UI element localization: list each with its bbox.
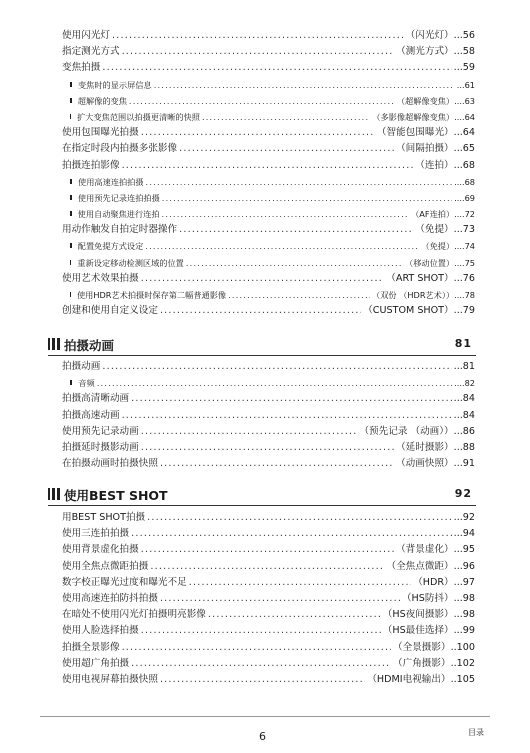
toc-entry[interactable] (62, 559, 475, 575)
bullet-icon (70, 380, 72, 385)
toc-subentry[interactable] (62, 375, 475, 391)
toc-subentry[interactable] (62, 109, 475, 125)
toc-entry[interactable] (62, 575, 475, 591)
toc-entry-page: （HS夜间摄影）...98 (382, 609, 475, 621)
bullet-icon (70, 243, 72, 248)
toc-entry-title: 超解像的变焦 (77, 95, 127, 106)
toc-entry-page: （双份 （HDR艺术））....78 (372, 290, 475, 300)
toc-entry-page: （全景摄影）..100 (393, 641, 475, 653)
toc-entry-page: （延时摄影）...88 (396, 441, 475, 453)
toc-entry[interactable] (62, 672, 475, 688)
toc-entry-page: ....69 (454, 192, 475, 203)
leader-dots (141, 271, 385, 287)
bullet-icon (70, 82, 72, 87)
toc-entry-title: 创建和使用自定义设定 (62, 305, 158, 317)
toc-entry-title: 使用艺术效果拍摄 (62, 272, 139, 284)
toc-entry-title: 用动作触发自拍定时器操作 (62, 224, 178, 236)
toc-entry-title: 变焦拍摄 (62, 62, 101, 74)
toc-entry-title: 使用闪光灯 (62, 30, 110, 41)
section-page: 92 (454, 487, 472, 500)
toc-entry-page: （连拍）...68 (415, 159, 475, 171)
toc-entry-title: 在暗处不使用闪光灯拍摄明亮影像 (62, 609, 206, 621)
page-number: 6 (259, 730, 266, 743)
leader-dots (160, 303, 361, 319)
leader-dots (202, 109, 370, 125)
toc-entry[interactable] (62, 424, 475, 440)
toc-entry-page: （预先记录 （动画））...86 (359, 425, 475, 437)
toc-entry[interactable] (62, 158, 475, 174)
toc-entry-page: （闪光灯）...56 (405, 30, 475, 41)
toc-entry-page: （HS防抖）...98 (401, 592, 475, 604)
toc-entry-page: （HS最佳选择）...99 (382, 625, 475, 637)
toc-entry-page: （HDR）...97 (413, 576, 475, 588)
toc-entry-title: 使用全焦点微距拍摄 (62, 560, 149, 572)
toc-entry-page: （超解像变焦）....63 (396, 95, 475, 106)
section-marker-icon (48, 338, 60, 350)
section-title: 使用BEST SHOT (64, 488, 168, 503)
toc-entry-title: 使用背景虚化拍摄 (62, 544, 139, 556)
toc-subentry[interactable] (62, 255, 475, 271)
toc-entry-page: ....68 (454, 176, 475, 187)
leader-dots (228, 287, 370, 303)
toc-entry[interactable] (62, 359, 475, 375)
toc-entry-title: 使用HDR艺术拍摄时保存第二幅普通影像 (76, 290, 227, 300)
bullet-icon (70, 260, 71, 265)
leader-dots (145, 238, 419, 254)
toc-entry[interactable] (62, 271, 475, 287)
toc-entry-title: 使用电视屏幕拍摄快照 (62, 673, 158, 685)
toc-entry[interactable] (62, 28, 475, 44)
toc-entry-page: （背景虚化）...95 (396, 544, 475, 556)
toc-entry-title: 使用人脸选择拍摄 (62, 625, 139, 637)
toc-entry-page: ...84 (453, 393, 475, 405)
toc-entry[interactable] (62, 607, 475, 623)
toc-entry-title: 使用预先记录动画 (62, 425, 139, 437)
toc-entry-page: ...59 (453, 62, 475, 74)
toc-entry-page: （ART SHOT）...76 (386, 272, 475, 284)
toc-entry-page: （移动位置）....75 (405, 257, 475, 268)
leader-dots (102, 359, 451, 375)
bullet-icon (70, 179, 72, 184)
toc-entry-title: 在指定时段内拍摄多张影像 (62, 143, 178, 155)
toc-entry-title: 使用三连拍拍摄 (62, 528, 130, 540)
toc-entry-title: 使用超广角拍摄 (62, 657, 130, 669)
toc-entry-page: ....82 (454, 378, 475, 389)
bullet-icon (70, 195, 72, 200)
leader-dots (131, 391, 451, 407)
section-heading-bestshot (48, 485, 476, 506)
toc-subentry[interactable] (62, 93, 475, 109)
toc-entry-title: 使用包围曝光拍摄 (62, 127, 139, 139)
toc-entry-title: 指定测光方式 (62, 46, 120, 58)
toc-entry[interactable] (62, 510, 475, 526)
section-marker-icon (48, 488, 60, 500)
toc-entry[interactable] (62, 640, 475, 656)
section-title: 拍摄动画 (64, 338, 115, 353)
leader-dots (102, 60, 451, 76)
toc-entry-title: 在拍摄动画时拍摄快照 (62, 458, 158, 470)
toc-entry[interactable] (62, 591, 475, 607)
leader-dots (147, 510, 452, 526)
toc-entry-page: （测光方式）...58 (396, 46, 475, 58)
toc-entry-title: 重新设定移动检测区域的位置 (77, 257, 184, 268)
leader-dots (150, 559, 384, 575)
toc-entry[interactable] (62, 623, 475, 639)
leader-dots (122, 408, 452, 424)
section-page: 81 (454, 337, 472, 350)
leader-dots (112, 28, 404, 44)
leader-dots (162, 206, 410, 222)
toc-entry-page: ...61 (456, 79, 475, 90)
toc-group-shooting (62, 28, 475, 319)
toc-entry-page: ...94 (453, 528, 475, 540)
toc-entry-page: （免提）...73 (415, 224, 475, 236)
leader-dots (179, 222, 413, 238)
leader-dots (141, 623, 381, 639)
toc-entry-page: （免提）....74 (421, 241, 475, 252)
leader-dots (129, 93, 395, 109)
leader-dots (146, 174, 453, 190)
leader-dots (97, 375, 452, 391)
section-heading-movie (48, 335, 476, 356)
toc-entry-page: （多影像超解像变焦）....64 (372, 111, 475, 122)
toc-entry-title: 拍摄延时摄影动画 (62, 441, 139, 453)
toc-subentry[interactable] (62, 190, 475, 206)
toc-entry[interactable] (62, 456, 475, 472)
toc-subentry[interactable] (62, 287, 475, 303)
toc-entry-title: 数字校正曝光过度和曝光不足 (62, 576, 187, 588)
toc-entry[interactable] (62, 60, 475, 76)
leader-dots (131, 656, 391, 672)
toc-entry-page: （智能包围曝光）...64 (376, 127, 475, 139)
toc-entry-title: 使用自动聚焦进行连拍 (77, 209, 160, 220)
toc-entry[interactable] (62, 125, 475, 141)
footer-label: 目录 (468, 728, 484, 737)
toc-entry[interactable] (62, 542, 475, 558)
leader-dots (122, 44, 395, 60)
toc-entry-title: 拍摄动画 (62, 361, 101, 372)
toc-entry-page: （广角摄影）..102 (393, 657, 475, 669)
toc-entry-page: ...84 (453, 409, 475, 421)
leader-dots (141, 440, 394, 456)
toc-group-bestshot (62, 510, 475, 688)
leader-dots (186, 255, 403, 271)
toc-group-movie (62, 359, 475, 472)
leader-dots (141, 424, 358, 440)
toc-entry-page: ...81 (453, 361, 475, 372)
toc-entry-page: （动画快照）...91 (396, 458, 475, 470)
leader-dots (122, 158, 414, 174)
leader-dots (160, 456, 394, 472)
toc-entry-title: 使用高速连拍防抖拍摄 (62, 592, 158, 604)
toc-entry-page: （AF连拍）....72 (411, 209, 475, 220)
toc-subentry[interactable] (62, 206, 475, 222)
leader-dots (179, 141, 394, 157)
bullet-icon (70, 211, 72, 216)
toc-subentry[interactable] (62, 238, 475, 254)
toc-entry-title: 用BEST SHOT拍摄 (62, 512, 146, 523)
leader-dots (122, 640, 391, 656)
toc-entry-title: 使用高速连拍拍摄 (78, 176, 144, 187)
leader-dots (208, 607, 381, 623)
leader-dots (160, 591, 400, 607)
toc-entry[interactable] (62, 222, 475, 238)
toc-entry-page: （HDMI电视输出）..105 (367, 673, 475, 685)
bullet-icon (70, 98, 72, 103)
toc-entry-title: 扩大变焦范围以拍摄更清晰的快照 (77, 111, 200, 122)
toc-entry-title: 拍摄高速动画 (62, 409, 120, 421)
toc-subentry[interactable] (62, 77, 475, 93)
leader-dots (141, 125, 375, 141)
leader-dots (160, 672, 365, 688)
leader-dots (189, 575, 411, 591)
toc-entry[interactable] (62, 141, 475, 157)
toc-entry[interactable] (62, 408, 475, 424)
toc-subentry[interactable] (62, 174, 475, 190)
toc-entry-title: 拍摄连拍影像 (62, 159, 120, 171)
leader-dots (154, 77, 455, 93)
toc-entry[interactable] (62, 391, 475, 407)
bullet-icon (70, 114, 71, 119)
toc-entry[interactable] (62, 303, 475, 319)
toc-entry-page: （CUSTOM SHOT）...79 (363, 305, 475, 317)
footer-divider (40, 716, 490, 717)
leader-dots (131, 526, 451, 542)
toc-entry-page: （间隔拍摄）...65 (396, 143, 475, 155)
leader-dots (141, 542, 394, 558)
toc-entry[interactable] (62, 440, 475, 456)
toc-entry[interactable] (62, 526, 475, 542)
toc-entry-title: 使用预先记录连拍拍摄 (77, 192, 160, 203)
toc-entry-title: 配置免提方式设定 (77, 241, 144, 252)
bullet-icon (70, 292, 71, 297)
toc-entry-page: ...92 (453, 512, 475, 523)
toc-entry-title: 拍摄全景影像 (62, 641, 120, 653)
leader-dots (162, 190, 452, 206)
toc-entry-title: 变焦时的显示屏信息 (77, 79, 152, 90)
toc-entry[interactable] (62, 656, 475, 672)
toc-entry[interactable] (62, 44, 475, 60)
toc-entry-page: （全焦点微距）...96 (386, 560, 475, 572)
toc-entry-title: 音频 (78, 378, 95, 389)
toc-entry-title: 拍摄高清晰动画 (62, 393, 130, 405)
